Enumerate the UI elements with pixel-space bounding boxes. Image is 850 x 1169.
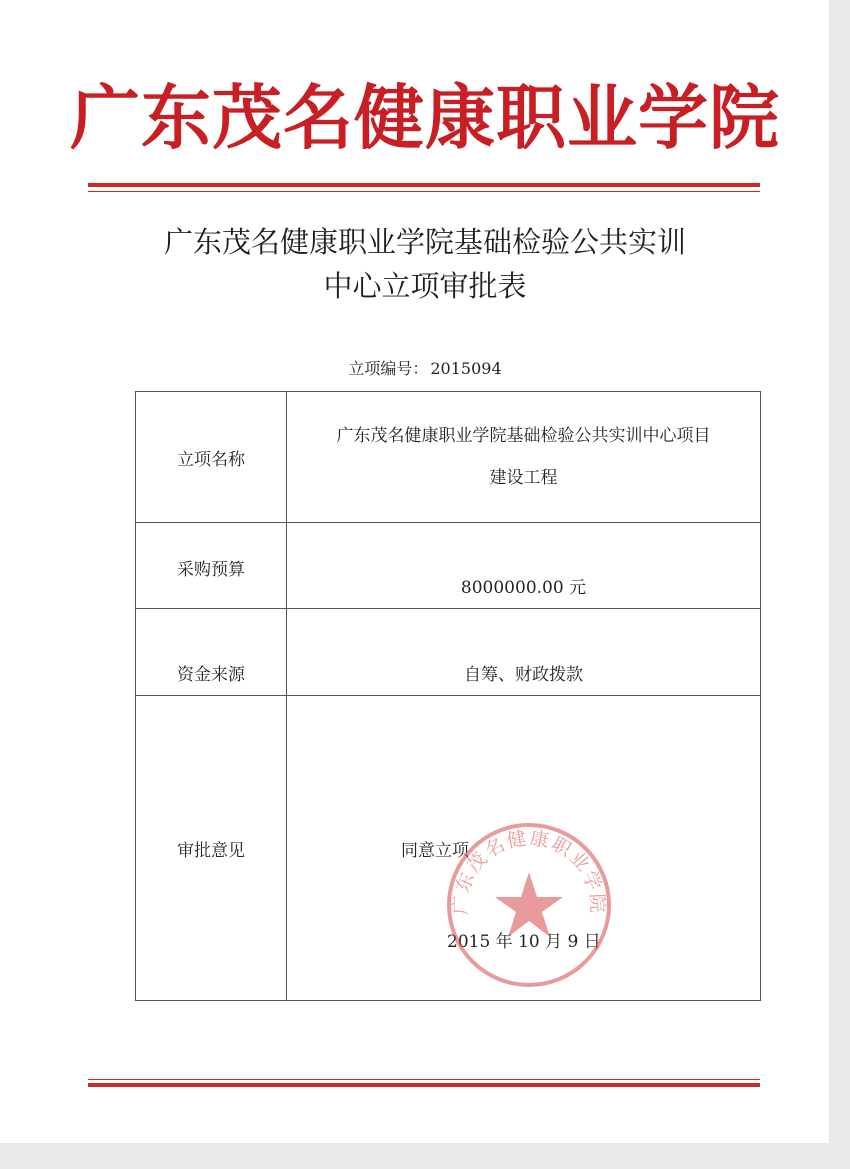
document-title-line1: 广东茂名健康职业学院基础检验公共实训 — [163, 225, 686, 259]
funding-cell — [136, 609, 287, 696]
budget-value: 8000000.00 元 — [460, 578, 587, 598]
approval-text: 同意立项 — [401, 841, 469, 861]
project-name-label: 立项名称 — [136, 392, 287, 523]
funding-value-cell — [287, 609, 761, 696]
footer-rule-thick — [88, 1083, 760, 1087]
project-name-value — [287, 392, 761, 523]
header-rule-thick — [88, 183, 760, 187]
approval-date: 2015 年 10 月 9 日 — [447, 932, 601, 952]
project-number-label: 立项编号： — [348, 359, 429, 378]
project-number — [0, 356, 850, 379]
table-row — [136, 523, 761, 609]
letterhead-title: 广东茂名健康职业学院 — [70, 76, 780, 159]
project-name-line2: 建设工程 — [489, 468, 558, 488]
approval-label: 审批意见 — [136, 696, 287, 1001]
budget-label: 采购预算 — [177, 560, 245, 580]
header-rule-thin — [88, 191, 760, 192]
budget-cell — [136, 523, 287, 609]
funding-label: 资金来源 — [177, 665, 245, 685]
project-name-line1: 广东茂名健康职业学院基础检验公共实训中心项目 — [336, 426, 711, 446]
budget-value-cell — [287, 523, 761, 609]
table-row — [136, 392, 761, 523]
seal-text: 广东茂名健康职业学院 — [449, 827, 609, 916]
table-row — [136, 609, 761, 696]
footer-rule-thin — [88, 1079, 760, 1080]
seal-star-icon — [495, 872, 563, 937]
official-seal — [444, 820, 614, 990]
funding-value: 自筹、财政拨款 — [464, 665, 583, 685]
project-number-value: 2015094 — [430, 359, 502, 378]
document-title-line2: 中心立项审批表 — [323, 269, 527, 303]
